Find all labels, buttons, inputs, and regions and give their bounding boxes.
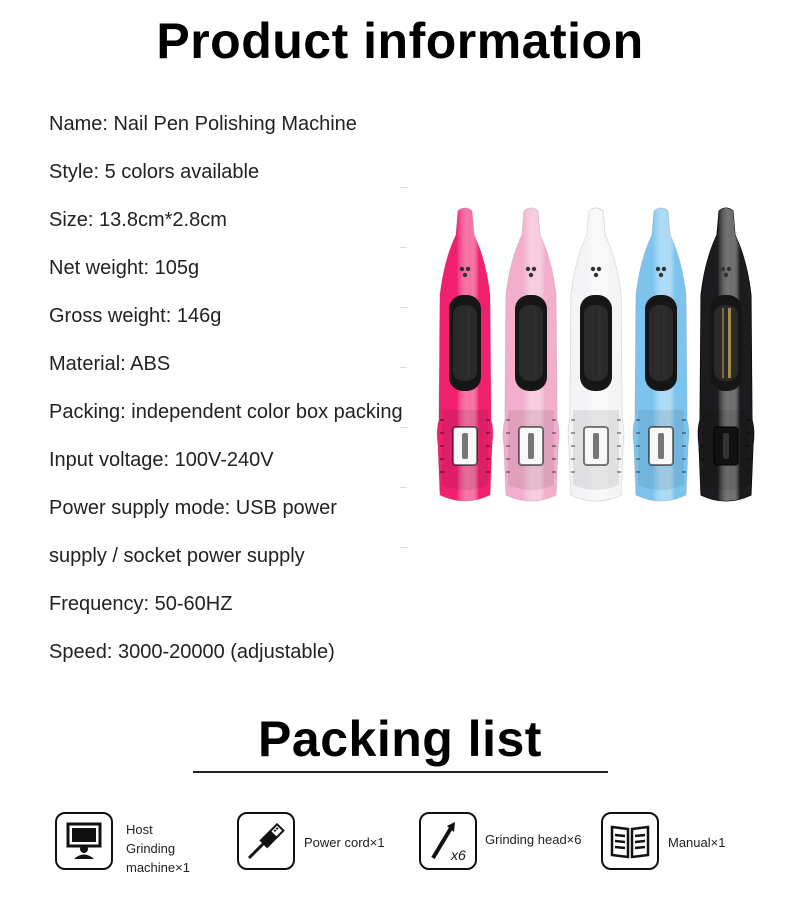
usb-cable-icon (237, 812, 295, 870)
pen-pink-rose (434, 205, 496, 505)
divider-tick (400, 427, 407, 428)
divider-tick (400, 187, 407, 188)
grinding-head-icon (419, 812, 477, 870)
spec-packing: Packing: independent color box packing (49, 401, 403, 423)
pen-black (695, 205, 757, 505)
spec-frequency: Frequency: 50-60HZ (49, 593, 233, 615)
spec-size: Size: 13.8cm*2.8cm (49, 209, 227, 231)
spec-net-weight: Net weight: 105g (49, 257, 200, 279)
divider-tick (400, 547, 407, 548)
spec-power-supply: Power supply mode: USB power (49, 497, 337, 519)
packing-manual-label: Manual×1 (668, 835, 726, 850)
spec-input-voltage: Input voltage: 100V-240V (49, 449, 274, 471)
spec-speed: Speed: 3000-20000 (adjustable) (49, 641, 335, 663)
packing-host-line-2: Grinding (126, 841, 176, 856)
divider-tick (400, 487, 407, 488)
divider-tick (400, 307, 407, 308)
packing-list-title: Packing list (258, 711, 542, 767)
spec-gross-weight: Gross weight: 146g (49, 305, 222, 327)
packing-grinding-head-label: Grinding head×6 (485, 832, 582, 847)
spec-style: Style: 5 colors available (49, 161, 260, 183)
packing-power-cord-label: Power cord×1 (304, 835, 385, 850)
product-information-title: Product information (156, 13, 644, 69)
packing-host-line-3: machine×1 (126, 860, 190, 875)
product-photo-pens (430, 205, 755, 505)
divider-tick (400, 247, 407, 248)
grinding-head-badge: x6 (451, 847, 466, 863)
spec-name: Name: Nail Pen Polishing Machine (49, 113, 357, 135)
pen-blue (630, 205, 692, 505)
spec-material: Material: ABS (49, 353, 171, 375)
pen-white (565, 205, 627, 505)
computer-user-icon (55, 812, 113, 870)
pen-pink-light (500, 205, 562, 505)
title-underline (193, 771, 608, 773)
divider-tick (400, 367, 407, 368)
spec-power-supply-cont: supply / socket power supply (49, 545, 305, 567)
packing-host-line-1: Host (126, 822, 153, 837)
manual-book-icon (601, 812, 659, 870)
